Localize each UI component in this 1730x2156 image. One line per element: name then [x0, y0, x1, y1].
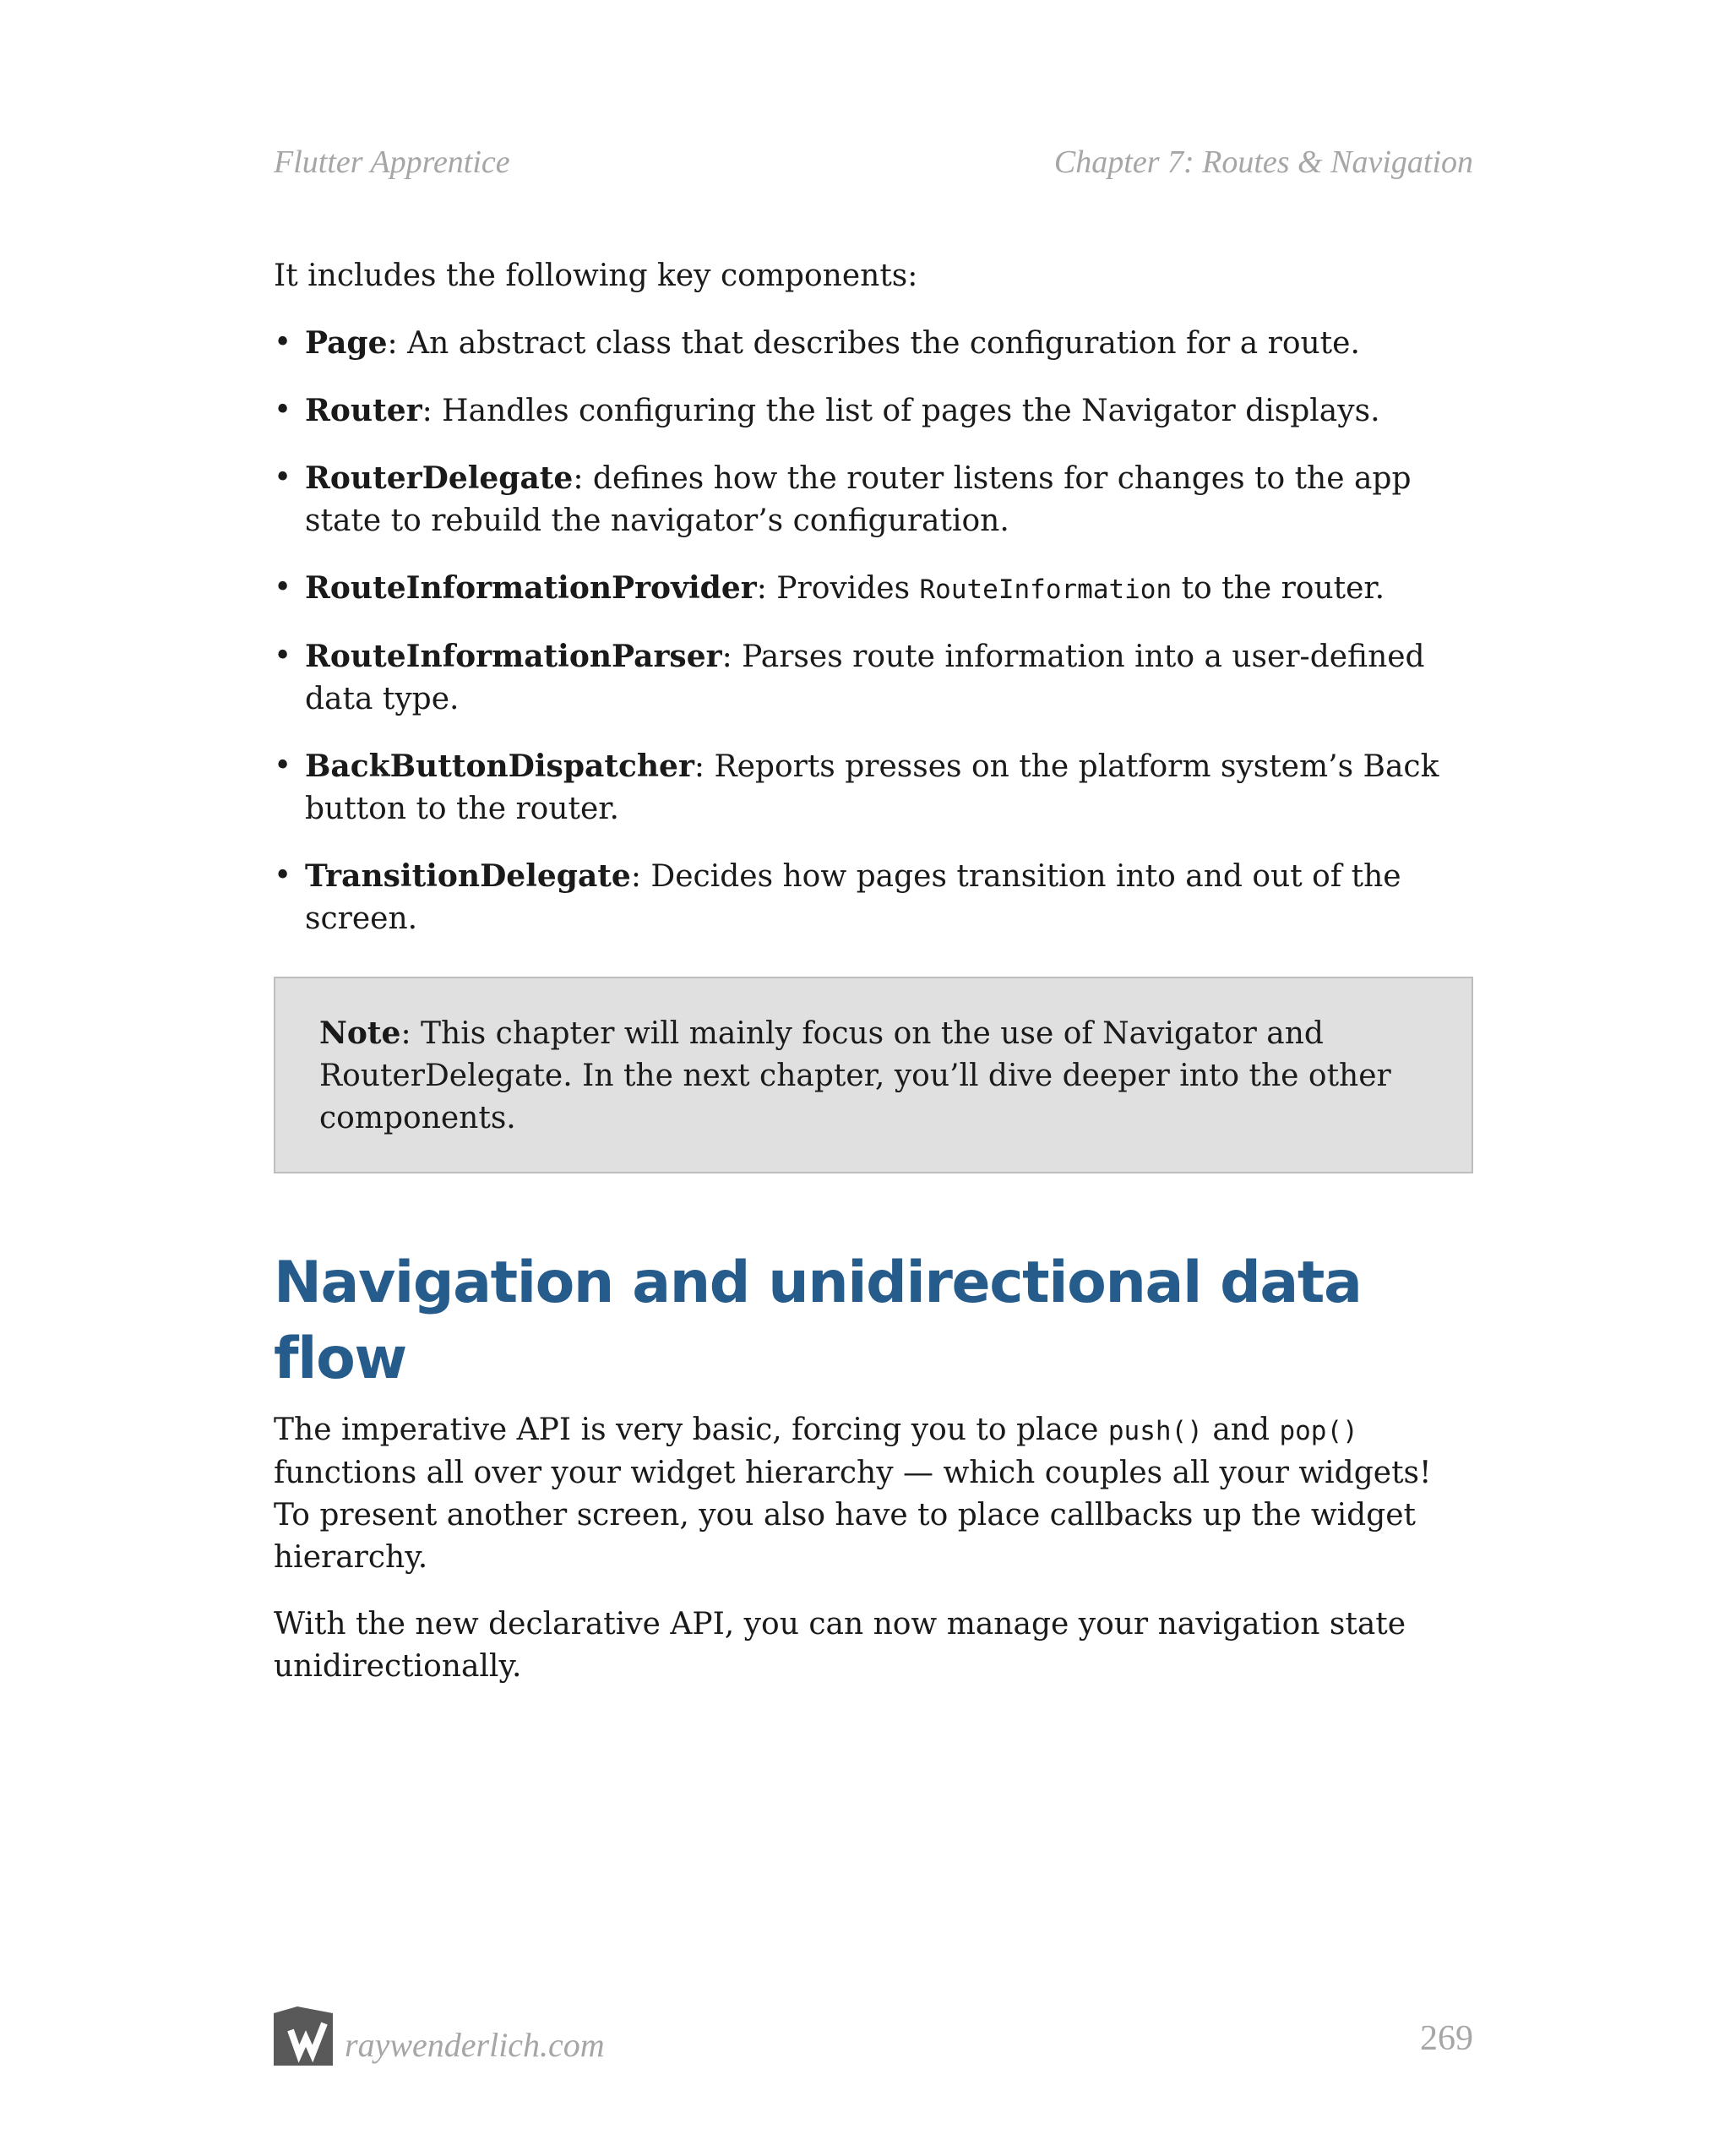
inline-code-pop: pop() [1279, 1416, 1358, 1446]
list-item [274, 389, 1473, 433]
paragraph-text: and [1202, 1413, 1280, 1447]
bullet: • [274, 639, 292, 673]
list-item [274, 855, 1473, 940]
paragraph-text: The imperative API is very basic, forcing you to place [274, 1413, 1108, 1447]
bullet: • [274, 393, 292, 427]
note-label: Note [319, 1015, 401, 1051]
component-description: : Reports presses on the platform system’s Back button to the router. [305, 749, 1439, 826]
component-description: : Parses route information into a user-defined data type. [305, 640, 1425, 716]
section-paragraph [274, 1409, 1473, 1579]
note-box [274, 977, 1473, 1173]
component-description: : Provides [756, 571, 920, 606]
components-list [274, 322, 1473, 940]
running-header [274, 144, 1473, 186]
component-term: TransitionDelegate [305, 858, 631, 894]
book-title: Flutter Apprentice [274, 144, 510, 180]
component-description: : defines how the router listens for changes to the app state to rebuild the navigator’s configuration. [305, 461, 1412, 538]
list-item [274, 635, 1473, 721]
component-term: Router [305, 393, 422, 428]
bullet: • [274, 749, 292, 783]
inline-code-push: push() [1107, 1416, 1203, 1446]
section-heading: Navigation and unidirectional data flow [274, 1250, 1362, 1392]
component-term: RouteInformationParser [305, 639, 722, 674]
inline-code: RouteInformation [919, 574, 1172, 605]
component-term: BackButtonDispatcher [305, 749, 694, 784]
list-item [274, 745, 1473, 830]
intro-paragraph: It includes the following key components: [274, 259, 918, 293]
component-term: RouterDelegate [305, 460, 574, 496]
note-text: : This chapter will mainly focus on the use of Navigator and RouterDelegate. In the next chapter, you’ll dive deeper into the other components. [319, 1016, 1391, 1135]
page-content [274, 255, 1473, 1712]
component-description: : Handles configuring the list of pages the Navigator displays. [422, 394, 1380, 428]
site-name: raywenderlich.com [345, 2026, 605, 2064]
component-term: Page [305, 325, 388, 361]
bullet: • [274, 460, 292, 495]
page-number: 269 [1420, 2019, 1473, 2058]
list-item [274, 322, 1473, 365]
section-paragraph: With the new declarative API, you can now manage your navigation state unidirectionally. [274, 1607, 1406, 1684]
component-term: RouteInformationProvider [305, 570, 757, 606]
component-description-end: to the router. [1172, 571, 1385, 606]
bullet: • [274, 570, 292, 605]
component-description: : Decides how pages transition into and out of the screen. [305, 859, 1401, 936]
chapter-title: Chapter 7: Routes & Navigation [1053, 144, 1473, 180]
page-footer [274, 2006, 1473, 2074]
bullet: • [274, 325, 292, 360]
raywenderlich-logo-icon [274, 2006, 333, 2066]
list-item [274, 567, 1473, 611]
component-description: : An abstract class that describes the configuration for a route. [387, 326, 1360, 361]
list-item [274, 457, 1473, 542]
bullet: • [274, 858, 292, 893]
paragraph-text: functions all over your widget hierarchy — which couples all your widgets! To present another screen, you also have to place callbacks up the widget hierarchy. [274, 1456, 1432, 1575]
